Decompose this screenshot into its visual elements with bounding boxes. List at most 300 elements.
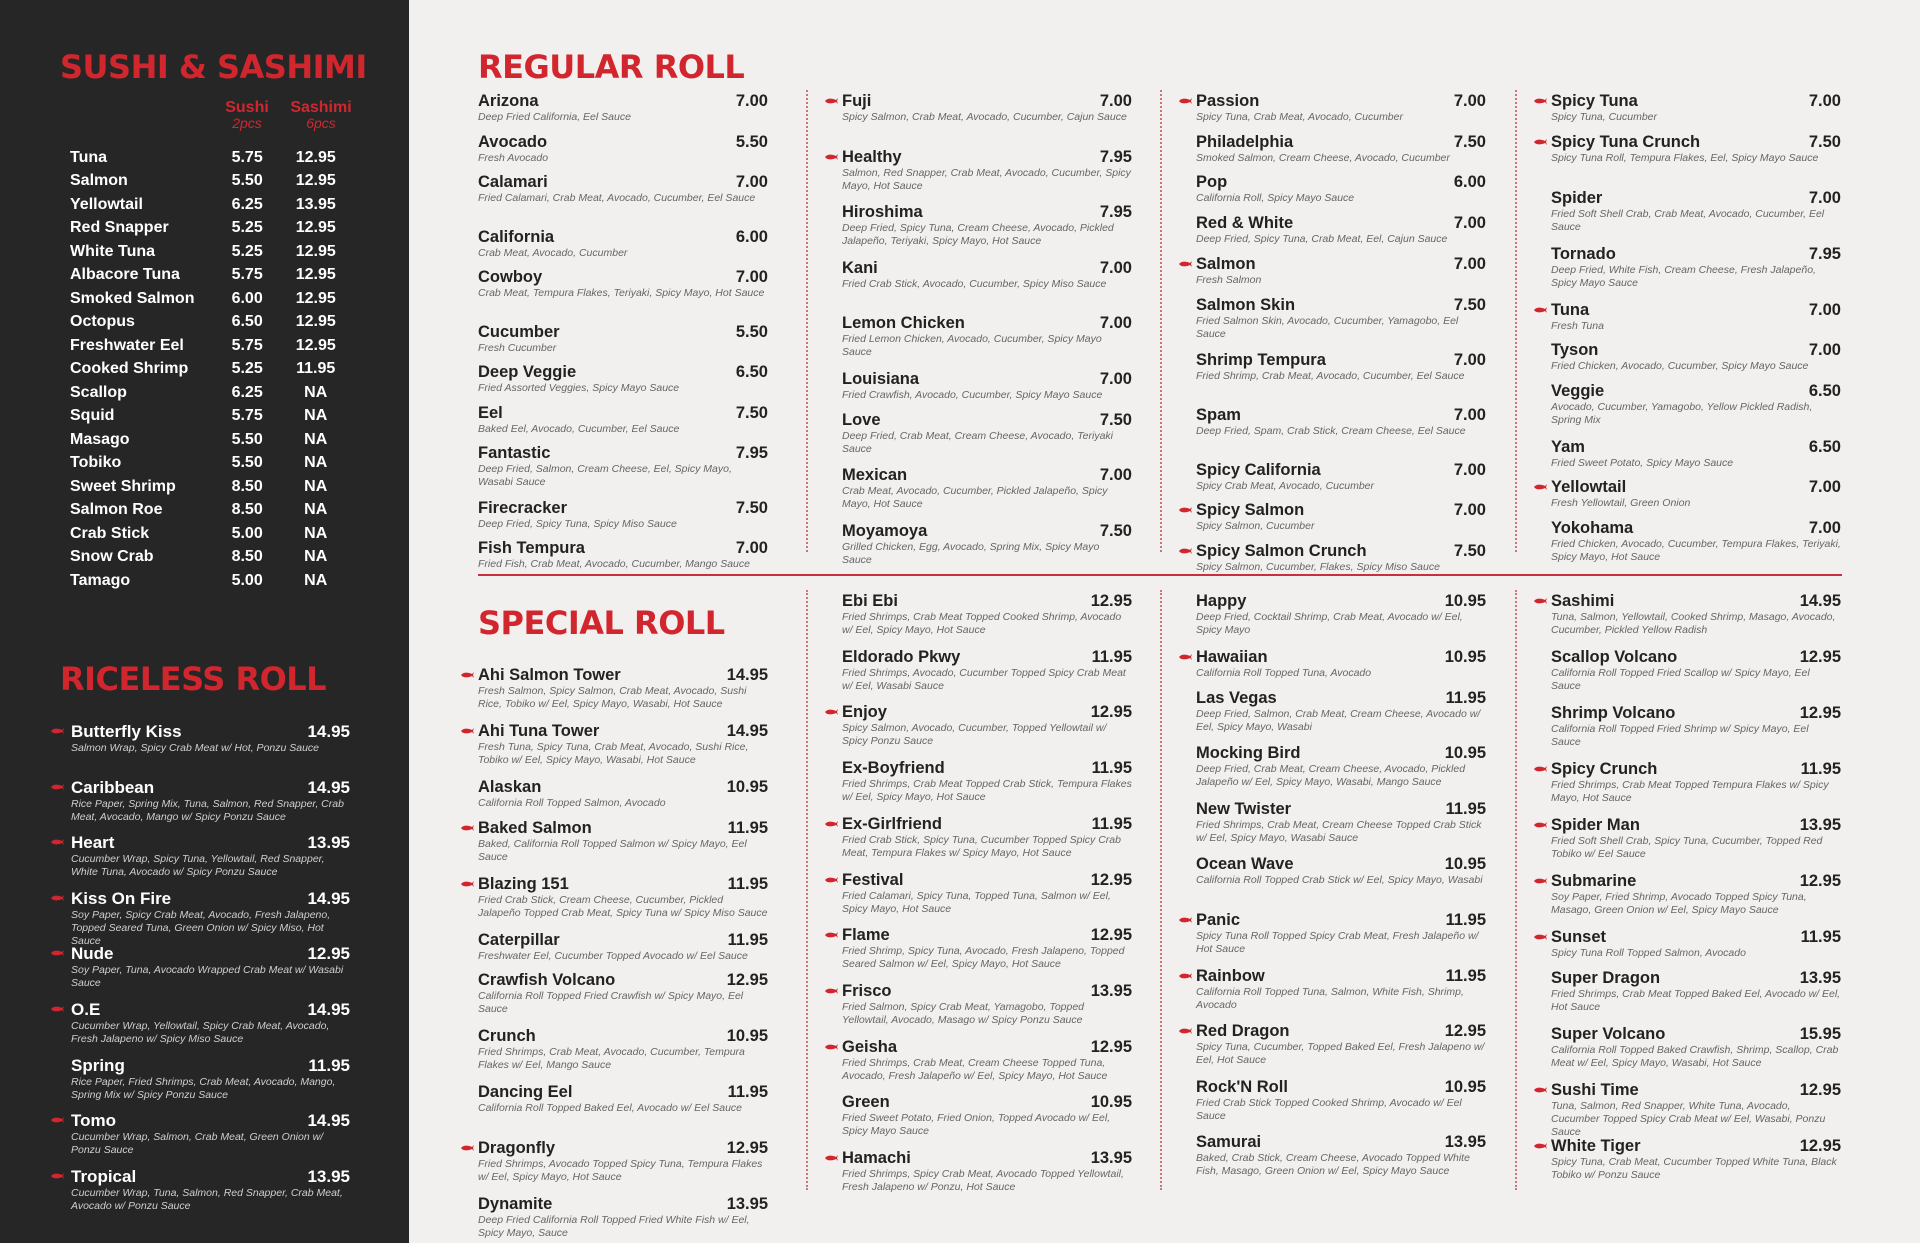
item-price: 7.00 (1453, 214, 1486, 233)
item-name: Shrimp Tempura (1196, 350, 1326, 369)
item-head (478, 404, 768, 423)
sushi-item-name: Snow Crab (70, 548, 154, 566)
item-name: Kani (842, 258, 878, 277)
sushi-price: 5.75 (231, 336, 263, 354)
sushi-row (70, 499, 350, 523)
sushi-price: 5.75 (231, 407, 263, 425)
item-price: 7.00 (735, 539, 768, 557)
item-head (71, 722, 350, 742)
pepper-icon (1178, 653, 1192, 661)
pepper-icon (50, 1116, 64, 1124)
item-head (1196, 461, 1486, 480)
item-head (478, 133, 768, 152)
item-name: Lemon Chicken (842, 314, 965, 332)
item-description: Fried Salmon, Spicy Crab Meat, Yamagobo, Topped Yellowtail, Avocado, Masago w/ Spicy Ponzu Sauce (842, 1000, 1085, 1026)
menu-item (1196, 800, 1486, 845)
item-description: Spicy Tuna, Cucumber, Topped Baked Eel, Fresh Jalapeno w/ Eel, Hot Sauce (1196, 1041, 1485, 1067)
item-head (1551, 92, 1841, 111)
menu-item (1551, 519, 1841, 564)
item-head (1551, 1081, 1841, 1100)
item-description: California Roll Topped Fried Crawfish w/ Spicy Mayo, Eel Sauce (478, 990, 744, 1015)
menu-item (1551, 92, 1841, 124)
item-price: 11.95 (727, 1083, 768, 1101)
item-price: 11.95 (1800, 760, 1841, 778)
item-description: Deep Fried, Crab Meat, Cream Cheese, Avocado, Pickled Jalapeño w/ Eel, Spicy Mayo, Wasabi, Mango Sauce (1196, 763, 1466, 789)
item-name: Louisiana (842, 369, 920, 388)
pepper-icon (1178, 1027, 1192, 1035)
pepper-icon (1533, 765, 1547, 773)
item-name: Sunset (1551, 928, 1607, 946)
item-price: 14.95 (307, 999, 350, 1019)
item-price: 11.95 (1091, 814, 1132, 833)
item-description: Fried Sweet Potato, Fried Onion, Topped Avocado w/ Eel, Spicy Mayo Sauce (842, 1112, 1111, 1138)
item-price: 12.95 (1090, 592, 1132, 610)
item-head (478, 539, 768, 558)
sushi-row (70, 522, 350, 546)
item-name: Caribbean (71, 777, 155, 797)
item-head (478, 499, 768, 518)
menu-item (1551, 760, 1841, 805)
menu-item (842, 648, 1132, 693)
item-price: 13.95 (1799, 969, 1841, 987)
item-price: 13.95 (1799, 816, 1841, 834)
item-name: Ahi Tuna Tower (478, 722, 600, 740)
item-price: 11.95 (1445, 911, 1486, 929)
item-description: Cucumber Wrap, Salmon, Crab Meat, Green Onion w/ Ponzu Sauce (71, 1131, 324, 1157)
sushi-list (70, 146, 350, 593)
item-price: 12.95 (1090, 1037, 1132, 1056)
menu-item (1551, 189, 1841, 234)
sushi-price: 5.00 (231, 571, 263, 589)
item-description: Deep Fried, Spicy Tuna, Cream Cheese, Avocado, Pickled Jalapeño, Teriyaki, Spicy Mayo, Hot Sauce (842, 222, 1114, 247)
item-description: Deep Fried, Crab Meat, Cream Cheese, Avocado, Teriyaki Sauce (842, 429, 1113, 455)
item-price: 7.00 (1453, 405, 1486, 424)
menu-item (1196, 255, 1486, 287)
item-description: Fresh Cucumber (478, 341, 557, 354)
item-description: Fried Shrimps, Avocado Topped Spicy Tuna, Tempura Flakes w/ Eel, Spicy Mayo, Hot Sauce (478, 1158, 763, 1183)
sashimi-price: NA (304, 430, 328, 448)
menu-item (842, 982, 1132, 1027)
sushi-row (70, 170, 350, 194)
item-head (1551, 133, 1841, 152)
item-price: 11.95 (308, 1055, 350, 1075)
menu-item (50, 944, 350, 1000)
item-price: 7.95 (1099, 147, 1132, 166)
item-price: 5.50 (735, 322, 768, 341)
menu-item (1551, 133, 1841, 165)
item-name: Healthy (842, 147, 902, 166)
item-description: Fried Salmon Skin, Avocado, Cucumber, Yamagobo, Eel Sauce (1196, 314, 1459, 340)
item-price: 13.95 (1090, 1149, 1132, 1167)
sashimi-price: 12.95 (295, 148, 336, 166)
item-description: Rice Paper, Fried Shrimps, Crab Meat, Avocado, Mango, Spring Mix w/ Spicy Ponzu Sauce (71, 1075, 336, 1101)
item-name: Hamachi (842, 1149, 911, 1167)
item-head (1196, 406, 1486, 425)
item-description: Spicy Salmon, Crab Meat, Avocado, Cucumber, Cajun Sauce (842, 111, 1127, 123)
item-head (478, 1083, 768, 1102)
sushi-price: 5.25 (231, 242, 263, 260)
pepper-icon (50, 838, 64, 846)
item-name: Veggie (1551, 381, 1605, 400)
menu-item (478, 666, 768, 711)
item-description: California Roll Topped Crab Stick w/ Eel, Spicy Mayo, Wasabi (1196, 874, 1483, 887)
sushi-price: 5.75 (231, 148, 263, 166)
sashimi-price: NA (304, 477, 328, 495)
pepper-icon (824, 708, 838, 716)
item-price: 10.95 (1444, 647, 1486, 666)
item-head (71, 1056, 350, 1076)
item-description: Fried Shrimps, Crab Meat, Cream Cheese Topped Crab Stick w/ Eel, Spicy Mayo, Wasabi Sauce (1196, 818, 1482, 844)
sushi-price: 5.25 (231, 360, 263, 378)
menu-item (478, 778, 768, 810)
item-price: 14.95 (307, 722, 350, 741)
sushi-item-name: Tobiko (70, 454, 122, 472)
item-price: 7.50 (735, 498, 768, 517)
item-price: 5.50 (735, 132, 768, 151)
item-description: California Roll Topped Fried Shrimp w/ Spicy Mayo, Eel Sauce (1551, 723, 1809, 748)
item-price: 7.50 (1099, 521, 1132, 540)
item-name: Ebi Ebi (842, 592, 898, 610)
menu-item (478, 268, 768, 300)
sashimi-price: NA (304, 571, 328, 589)
sashimi-price: 12.95 (295, 172, 336, 190)
item-head (1551, 382, 1841, 401)
item-head (478, 1139, 768, 1158)
sashimi-price: 12.95 (295, 313, 336, 331)
item-head (1551, 438, 1841, 457)
menu-item (50, 722, 350, 778)
sushi-price: 8.50 (231, 501, 263, 519)
item-description: Fried Shrimps, Crab Meat, Avocado, Cucumber, Tempura Flakes w/ Eel, Mango Sauce (478, 1046, 745, 1071)
menu-item (478, 722, 768, 767)
sashimi-price: 13.95 (295, 195, 336, 213)
pepper-icon (460, 880, 474, 888)
item-name: Caterpillar (478, 930, 560, 949)
item-name: Fish Tempura (478, 539, 585, 557)
menu-item (1196, 1133, 1486, 1178)
item-price: 7.00 (1099, 258, 1132, 277)
sushi-price: 5.25 (231, 219, 263, 237)
item-name: Enjoy (842, 703, 887, 722)
column-separator (806, 590, 808, 1190)
item-price: 7.00 (1453, 501, 1486, 520)
item-name: Shrimp Volcano (1551, 704, 1676, 722)
item-description: Cucumber Wrap, Tuna, Salmon, Red Snapper, Crab Meat, Avocado w/ Ponzu Sauce (71, 1186, 343, 1212)
item-description: Fried Shrimps, Crab Meat Topped Tempura Flakes w/ Spicy Mayo, Hot Sauce (1551, 779, 1829, 804)
sashimi-price: 12.95 (295, 219, 336, 237)
item-head (842, 1149, 1132, 1168)
sushi-price: 6.25 (231, 195, 263, 213)
item-price: 7.00 (1808, 300, 1841, 319)
item-name: Festival (842, 870, 904, 889)
item-head (71, 944, 350, 964)
item-head (842, 982, 1132, 1001)
item-price: 7.00 (1808, 341, 1841, 359)
menu-item (1551, 928, 1841, 960)
item-price: 11.95 (727, 818, 768, 837)
item-price: 6.50 (735, 363, 768, 381)
item-description: Cucumber Wrap, Spicy Tuna, Yellowtail, Red Snapper, White Tuna, Avocado w/ Spicy Ponzu Sauce (71, 853, 325, 879)
pepper-icon (50, 727, 64, 735)
pepper-icon (1533, 1086, 1547, 1094)
pepper-icon (460, 1144, 474, 1152)
menu-item (1196, 461, 1486, 493)
item-name: Green (842, 1093, 890, 1112)
menu-item (842, 148, 1132, 193)
sashimi-price: NA (304, 407, 328, 425)
item-price: 13.95 (1090, 981, 1132, 1000)
item-description: Avocado, Cucumber, Yamagobo, Yellow Pickled Radish, Spring Mix (1551, 400, 1813, 426)
sushi-item-name: Smoked Salmon (70, 289, 195, 307)
sashimi-price: NA (304, 383, 328, 401)
item-price: 7.00 (1453, 460, 1486, 479)
item-description: Deep Fried California Roll Topped Fried White Fish w/ Eel, Spicy Mayo, Sauce (478, 1214, 750, 1239)
sushi-price: 5.50 (231, 430, 263, 448)
item-description: Spicy Salmon, Avocado, Cucumber, Topped Yellowtail w/ Spicy Ponzu Sauce (842, 722, 1107, 748)
item-description: Soy Paper, Fried Shrimp, Avocado Topped Spicy Tuna, Masago, Green Onion w/ Eel, Spicy Mayo Sauce (1551, 891, 1807, 916)
sushi-row (70, 146, 350, 170)
item-price: 14.95 (726, 666, 768, 684)
item-price: 14.95 (307, 888, 350, 908)
pepper-icon (1533, 138, 1547, 146)
item-name: Las Vegas (1196, 688, 1277, 707)
item-name: Hiroshima (842, 203, 923, 221)
item-price: 12.95 (1799, 648, 1841, 666)
item-name: Ahi Salmon Tower (478, 666, 621, 684)
item-description: California Roll Topped Tuna, Avocado (1196, 666, 1372, 679)
item-head (842, 815, 1132, 834)
item-head (1196, 92, 1486, 111)
menu-item (478, 404, 768, 436)
item-name: Mocking Bird (1196, 744, 1301, 763)
sidebar-panel (0, 0, 409, 1243)
section-title-special: SPECIAL ROLL (478, 604, 725, 642)
pepper-icon (460, 824, 474, 832)
item-price: 14.95 (307, 777, 350, 797)
item-name: Love (842, 410, 881, 429)
pepper-icon (1178, 506, 1192, 514)
sushi-item-name: Tamago (70, 571, 131, 589)
item-price: 10.95 (1444, 1077, 1486, 1096)
item-name: Dragonfly (478, 1139, 556, 1157)
item-price: 10.95 (1444, 744, 1486, 763)
menu-item (1551, 592, 1841, 637)
item-head (1196, 911, 1486, 930)
menu-item (478, 499, 768, 531)
item-price: 11.95 (1800, 928, 1841, 946)
item-price: 13.95 (307, 1166, 350, 1186)
item-description: Spicy Tuna, Crab Meat, Cucumber Topped White Tuna, Black Tobiko w/ Ponzu Sauce (1551, 1156, 1837, 1181)
sashimi-price: 12.95 (295, 336, 336, 354)
item-description: Rice Paper, Spring Mix, Tuna, Salmon, Red Snapper, Crab Meat, Avocado, Mango w/ Spicy Ponzu Sauce (71, 797, 344, 823)
item-name: Sashimi (1551, 592, 1615, 610)
item-head (71, 1167, 350, 1187)
item-name: Spider (1551, 188, 1603, 207)
menu-item (842, 314, 1132, 359)
item-head (1551, 592, 1841, 611)
item-description: Fried Crab Stick, Avocado, Cucumber, Spicy Miso Sauce (842, 277, 1107, 290)
pepper-icon (50, 783, 64, 791)
item-description: Fried Shrimps, Crab Meat, Cream Cheese Topped Tuna, Avocado, Fresh Jalapeño w/ Eel, Spicy Mayo, Hot Sauce (842, 1056, 1108, 1082)
item-name: Dancing Eel (478, 1083, 573, 1101)
sushi-row (70, 475, 350, 499)
sushi-price: 8.50 (231, 477, 263, 495)
sashimi-price: NA (304, 548, 328, 566)
menu-item (478, 1083, 768, 1115)
pepper-icon (824, 153, 838, 161)
pepper-icon (1533, 877, 1547, 885)
item-name: Yokohama (1551, 518, 1634, 537)
item-name: Rainbow (1196, 966, 1265, 985)
item-price: 7.95 (735, 444, 768, 462)
item-price: 7.00 (1808, 92, 1841, 110)
sushi-row (70, 193, 350, 217)
sushi-row (70, 217, 350, 241)
sushi-row (70, 311, 350, 335)
item-head (842, 592, 1132, 611)
sushi-item-name: Salmon (70, 172, 128, 190)
item-description: Fried Lemon Chicken, Avocado, Cucumber, Spicy Mayo Sauce (842, 333, 1102, 358)
item-name: New Twister (1196, 799, 1292, 818)
menu-item (478, 819, 768, 864)
item-name: Tuna (1551, 300, 1590, 319)
item-price: 7.00 (1808, 188, 1841, 207)
sashimi-price: 11.95 (296, 360, 336, 378)
item-name: Spicy Salmon (1196, 501, 1305, 520)
menu-item (478, 444, 768, 489)
item-price: 11.95 (1445, 966, 1486, 985)
item-name: Eldorado Pkwy (842, 647, 961, 666)
sushi-row (70, 358, 350, 382)
item-price: 12.95 (1799, 704, 1841, 722)
item-head (478, 971, 768, 990)
item-description: Salmon Wrap, Spicy Crab Meat w/ Hot, Ponzu Sauce (71, 742, 320, 754)
item-name: Yam (1551, 437, 1585, 456)
item-head (1196, 648, 1486, 667)
item-name: Flame (842, 926, 890, 945)
item-head (1196, 800, 1486, 819)
item-name: Tropical (71, 1166, 137, 1186)
item-head (1551, 478, 1841, 497)
item-head (1196, 1133, 1486, 1152)
item-head (71, 833, 350, 853)
item-price: 6.50 (1808, 437, 1841, 456)
item-head (842, 648, 1132, 667)
item-head (1551, 648, 1841, 667)
item-description: Fried Shrimps, Crab Meat Topped Baked Eel, Avocado w/ Eel, Hot Sauce (1551, 988, 1841, 1013)
col-header-sushi-title: Sushi (225, 99, 269, 116)
pepper-icon (460, 727, 474, 735)
menu-item (842, 926, 1132, 971)
sushi-row (70, 428, 350, 452)
sushi-row (70, 381, 350, 405)
menu-item (1196, 689, 1486, 734)
item-name: Yellowtail (1551, 478, 1627, 496)
item-name: Alaskan (478, 778, 542, 796)
pepper-icon (824, 1043, 838, 1051)
item-price: 11.95 (1445, 799, 1486, 818)
item-description: Deep Fried, Spicy Tuna, Spicy Miso Sauce (478, 517, 677, 530)
item-description: California Roll Topped Tuna, Salmon, White Fish, Shrimp, Avocado (1196, 985, 1464, 1011)
sushi-item-name: Crab Stick (70, 524, 150, 542)
item-description: Fresh Avocado (478, 151, 549, 164)
item-name: Spicy Tuna Crunch (1551, 132, 1701, 151)
menu-item (1551, 301, 1841, 333)
item-name: Eel (478, 403, 503, 422)
item-description: Deep Fried, Salmon, Crab Meat, Cream Cheese, Avocado w/ Eel, Spicy Mayo, Wasabi (1196, 707, 1481, 733)
menu-item (1551, 1025, 1841, 1070)
item-description: Fresh Tuna, Spicy Tuna, Crab Meat, Avocado, Sushi Rice, Tobiko w/ Eel, Spicy Mayo, Wasabi, Hot Sauce (478, 741, 749, 766)
item-name: Ex-Girlfriend (842, 814, 942, 833)
item-description: Freshwater Eel, Cucumber Topped Avocado w/ Eel Sauce (478, 949, 748, 962)
item-name: Passion (1196, 92, 1260, 110)
pepper-icon (1533, 483, 1547, 491)
menu-item (1196, 1078, 1486, 1123)
item-name: Sushi Time (1551, 1081, 1639, 1099)
menu-item (1196, 214, 1486, 246)
item-description: Grilled Chicken, Egg, Avocado, Spring Mix, Spicy Mayo Sauce (842, 540, 1100, 566)
item-name: Deep Veggie (478, 363, 577, 381)
item-name: Spring (71, 1055, 125, 1075)
sushi-column-headers (212, 100, 352, 136)
item-name: Kiss On Fire (71, 888, 172, 908)
menu-item (50, 1167, 350, 1223)
item-price: 12.95 (307, 944, 350, 964)
pepper-icon (824, 820, 838, 828)
menu-item (1196, 501, 1486, 533)
item-head (478, 778, 768, 797)
item-name: Fantastic (478, 444, 551, 462)
menu-item (1551, 648, 1841, 693)
item-price: 6.00 (735, 227, 768, 246)
menu-item (478, 228, 768, 260)
item-price: 10.95 (726, 1027, 768, 1045)
sushi-item-name: Salmon Roe (70, 501, 163, 519)
item-head (478, 323, 768, 342)
item-head (1551, 704, 1841, 723)
item-head (478, 722, 768, 741)
item-head (478, 1195, 768, 1214)
sushi-item-name: Freshwater Eel (70, 336, 184, 354)
menu-item (1551, 382, 1841, 427)
item-description: Spicy Salmon, Cucumber, Flakes, Spicy Miso Sauce (1196, 560, 1440, 573)
item-name: Panic (1196, 911, 1241, 929)
item-description: Fresh Yellowtail, Green Onion (1551, 497, 1691, 509)
sushi-row (70, 546, 350, 570)
item-description: Fried Calamari, Crab Meat, Avocado, Cucumber, Eel Sauce (478, 192, 756, 204)
item-price: 11.95 (1091, 759, 1132, 778)
section-divider (478, 574, 1842, 576)
menu-item (478, 363, 768, 395)
item-description: Tuna, Salmon, Red Snapper, White Tuna, Avocado, Cucumber Topped Spicy Crab Meat w/ Eel, Wasabi, Ponzu Sauce (1551, 1100, 1826, 1138)
menu-item (842, 411, 1132, 456)
menu-item (478, 1027, 768, 1072)
item-price: 7.50 (1453, 541, 1486, 560)
menu-item (1551, 816, 1841, 861)
item-description: Deep Fried California, Eel Sauce (478, 111, 631, 123)
item-price: 12.95 (1444, 1022, 1486, 1041)
item-head (478, 1027, 768, 1046)
item-description: Fried Soft Shell Crab, Spicy Tuna, Cucumber, Topped Red Tobiko w/ Eel Sauce (1551, 835, 1823, 860)
column-separator (1160, 590, 1162, 1190)
item-head (478, 268, 768, 287)
menu-item (478, 875, 768, 920)
pepper-icon (824, 987, 838, 995)
item-head (842, 314, 1132, 333)
sushi-item-name: Squid (70, 407, 115, 425)
menu-item (1551, 438, 1841, 470)
item-name: Ex-Boyfriend (842, 759, 945, 778)
